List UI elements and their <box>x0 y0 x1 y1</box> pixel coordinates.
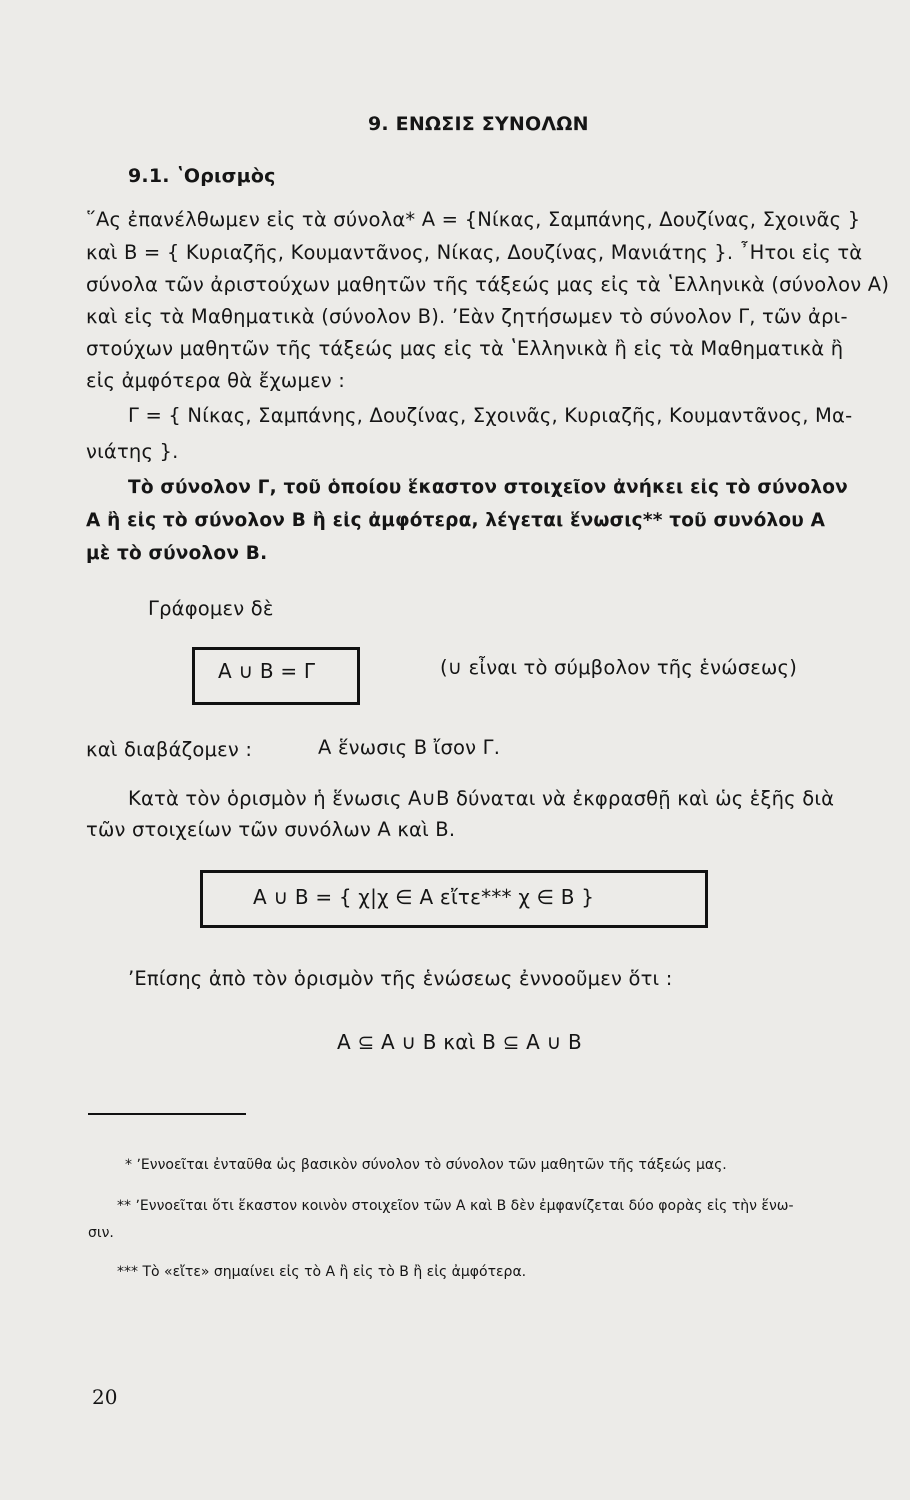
intro-line: εἰς ἀμφότερα θὰ ἔχωμεν : <box>86 369 346 392</box>
definition-line: Α ἢ εἰς τὸ σύνολον Β ἢ εἰς ἀμφότερα, λέγεται ἕνωσις** τοῦ συνόλου Α <box>86 510 826 531</box>
footnote-divider <box>88 1113 246 1115</box>
footnote-3: *** Τὸ «εἴτε» σημαίνει εἰς τὸ Α ἢ εἰς τὸ Β ἢ εἰς ἀμφότερα. <box>117 1264 527 1280</box>
union-symbol-note: (∪ εἶναι τὸ σύμβολον τῆς ἑνώσεως) <box>440 656 798 679</box>
also-text: ʼΕπίσης ἀπὸ τὸν ὁρισμὸν τῆς ἑνώσεως ἐννοοῦμεν ὅτι : <box>128 967 673 990</box>
write-label: Γράφομεν δὲ <box>148 597 274 620</box>
definition-line: μὲ τὸ σύνολον Β. <box>86 543 268 564</box>
footnote-2: ** ʼΕννοεῖται ὅτι ἕκαστον κοινὸν στοιχεῖον τῶν Α καὶ Β δὲν ἐμφανίζεται δύο φορὰς εἰς τὴν ἕνω- <box>117 1198 794 1214</box>
read-text: Α ἕνωσις Β ἴσον Γ. <box>318 736 501 759</box>
subset-formula: Α ⊆ Α ∪ Β καὶ Β ⊆ Α ∪ Β <box>337 1030 582 1054</box>
set-g-line: Γ = { Νίκας, Σαμπάνης, Δουζίνας, Σχοινᾶς, Κυριαζῆς, Κουμαντᾶνος, Μα- <box>128 404 853 427</box>
intro-line: στούχων μαθητῶν τῆς τάξεώς μας εἰς τὰ ʽΕλληνικὰ ἢ εἰς τὰ Μαθηματικὰ ἢ <box>86 337 844 360</box>
intro-line: καὶ Β = { Κυριαζῆς, Κουμαντᾶνος, Νίκας, Δουζίνας, Μανιάτης }. ῏Ητοι εἰς τὰ <box>86 241 863 264</box>
definition-line: Τὸ σύνολον Γ, τοῦ ὁποίου ἕκαστον στοιχεῖον ἀνήκει εἰς τὸ σύνολον <box>128 477 848 498</box>
intro-line: ῞Ας ἐπανέλθωμεν εἰς τὰ σύνολα* Α = {Νίκας, Σαμπάνης, Δουζίνας, Σχοινᾶς } <box>86 208 861 231</box>
intro-line: σύνολα τῶν ἀριστούχων μαθητῶν τῆς τάξεώς μας εἰς τὰ ʽΕλληνικὰ (σύνολον Α) <box>86 273 890 296</box>
section-title: 9. ΕΝΩΣΙΣ ΣΥΝΟΛΩΝ <box>368 113 589 135</box>
subsection-title: 9.1. ʽΟρισμὸς <box>128 165 276 187</box>
footnote-2-cont: σιν. <box>88 1225 114 1241</box>
definition2-line: τῶν στοιχείων τῶν συνόλων Α καὶ Β. <box>86 818 456 841</box>
union-formula: Α ∪ Β = Γ <box>218 659 316 683</box>
page-number: 20 <box>92 1385 118 1409</box>
set-g-line: νιάτης }. <box>86 440 179 463</box>
intro-line: καὶ εἰς τὰ Μαθηματικὰ (σύνολον Β). ʼΕὰν ζητήσωμεν τὸ σύνολον Γ, τῶν ἀρι- <box>86 305 848 328</box>
set-builder-formula: Α ∪ Β = { χ|χ ∈ Α εἴτε*** χ ∈ Β } <box>253 885 595 909</box>
footnote-1: * ʼΕννοεῖται ἐνταῦθα ὡς βασικὸν σύνολον τὸ σύνολον τῶν μαθητῶν τῆς τάξεώς μας. <box>125 1157 727 1173</box>
definition2-line: Κατὰ τὸν ὁρισμὸν ἡ ἕνωσις Α∪Β δύναται νὰ ἐκφρασθῇ καὶ ὡς ἑξῆς διὰ <box>128 787 835 810</box>
read-label: καὶ διαβάζομεν : <box>86 738 253 761</box>
